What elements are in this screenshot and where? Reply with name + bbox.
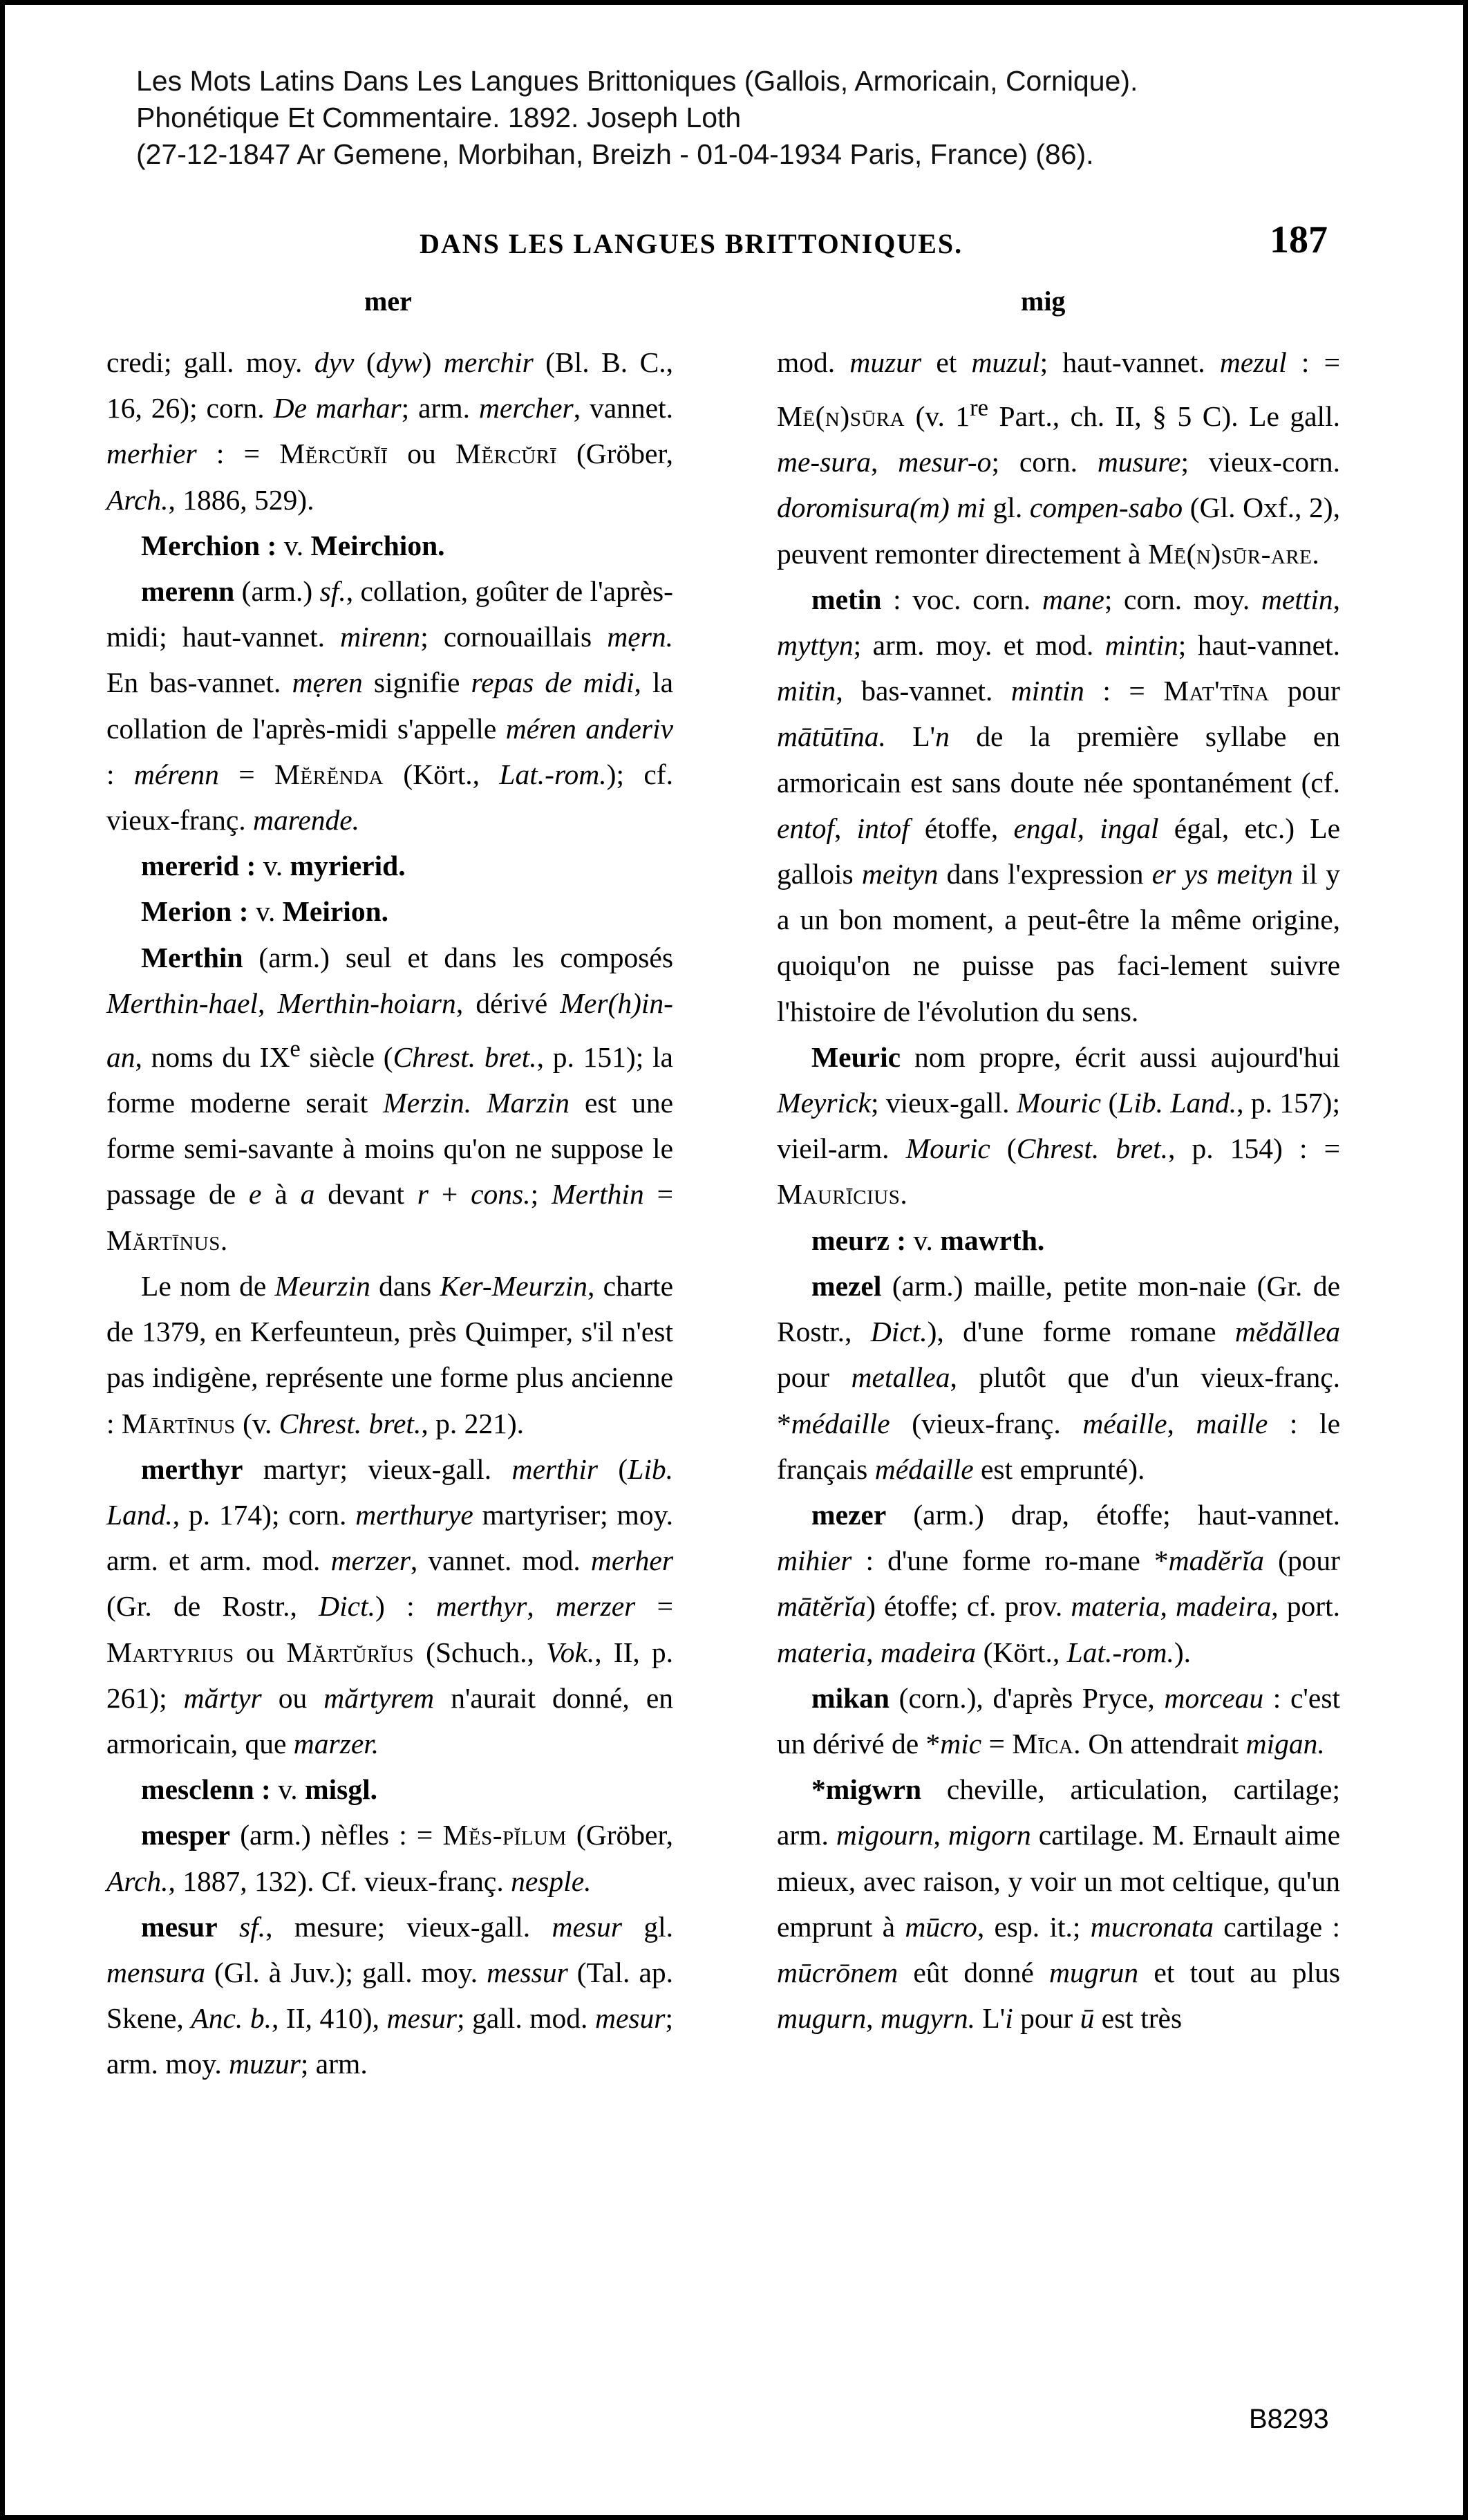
dictionary-entry: mererid : v. myrierid. xyxy=(141,850,406,882)
entry-continuation: mod. muzur et muzul; haut-vannet. mezul : = Mē(n)sūra (v. 1re Part., ch. II, § 5 C). Le gall. me-sura, mesur-o; corn. musure; vieux-corn. doromisura(m) mi gl. compen-sabo (Gl. Oxf., 2), peuvent remonter directement à Mē(n)sūr-are. xyxy=(777,346,1341,570)
document-code: B8293 xyxy=(1249,2404,1329,2434)
dictionary-entry: Merthin (arm.) seul et dans les composés Merthin-hael, Merthin-hoiarn, dérivé Mer(h)in-an, noms du IXe siècle (Chrest. bret., p. 151); la forme moderne serait Merzin. Marzin est une forme semi-savante à moins qu'on ne suppose le passage de e à a devant r + cons.; Merthin = Mărtīnus. xyxy=(106,941,674,1256)
caption-line: Phonétique Et Commentaire. 1892. Joseph Loth xyxy=(136,102,742,133)
entry-continuation: credi; gall. moy. dyv (dyw) merchir (Bl. B. C., 16, 26); corn. De marhar; arm. mercher, vannet. merhier : = Mĕrcŭrĭī ou Mĕrcŭrī (Gröber, Arch., 1886, 529). xyxy=(106,346,674,516)
right-column xyxy=(777,339,1340,2041)
caption-line: (27-12-1847 Ar Gemene, Morbihan, Breizh - 01-04-1934 Paris, France) (86). xyxy=(136,138,1094,170)
scanned-page xyxy=(5,5,1463,2515)
dictionary-entry: mesclenn : v. misgl. xyxy=(141,1773,377,1806)
dictionary-entry: Le nom de Meurzin dans Ker-Meurzin, charte de 1379, en Kerfeunteun, près Quimper, s'il n'est pas indigène, représente une forme plus ancienne : Mārtīnus (v. Chrest. bret., p. 221). xyxy=(106,1269,673,1439)
dictionary-entry: mesper (arm.) nèfles : = Mĕs-pĭlum (Gröber, Arch., 1887, 132). Cf. vieux-franç. nesple. xyxy=(106,1819,673,1897)
book-caption xyxy=(136,63,1380,173)
page-number: 187 xyxy=(1270,218,1328,261)
dictionary-entry: Merchion : v. Meirchion. xyxy=(141,529,445,561)
left-column-key: mer xyxy=(364,286,412,317)
running-head: DANS LES LANGUES BRITTONIQUES. xyxy=(420,228,963,259)
dictionary-entry: *migwrn cheville, articulation, cartilage; arm. migourn, migorn cartilage. M. Ernault aime mieux, avec raison, y voir un mot celtique, qu'un emprunt à mūcro, esp. it.; mucronata cartilage : mūcrōnem eût donné mugrun et tout au plus mugurn, mugyrn. L'i pour ū est très xyxy=(777,1773,1340,2035)
dictionary-entry: mezel (arm.) maille, petite mon-naie (Gr. de Rostr., Dict.), d'une forme romane mĕdăllea pour metallea, plutôt que d'un vieux-franç. *médaille (vieux-franç. méaille, maille : le français médaille est emprunté). xyxy=(777,1269,1341,1485)
dictionary-entry: mikan (corn.), d'après Pryce, morceau : c'est un dérivé de *mic = Mīca. On attendrait migan. xyxy=(777,1681,1341,1760)
caption-line: Les Mots Latins Dans Les Langues Brittoniques (Gallois, Armoricain, Cornique). xyxy=(136,65,1138,97)
dictionary-entry: metin : voc. corn. mane; corn. moy. mettin, myttyn; arm. moy. et mod. mintin; haut-vannet. mitin, bas-vannet. mintin : = Mat'tīna pour mātūtīna. L'n de la première syllabe en armoricain est sans doute née spontanément (cf. entof, intof étoffe, engal, ingal égal, etc.) Le gallois meityn dans l'expression er ys meityn il y a un bon moment, a peut-être la même origine, quoiqu'on ne puisse pas faci-lement suivre l'histoire de l'évolution du sens. xyxy=(777,583,1341,1027)
dictionary-entry: meurz : v. mawrth. xyxy=(811,1224,1045,1256)
right-column-key: mig xyxy=(1021,286,1066,317)
dictionary-entry: Meuric nom propre, écrit aussi aujourd'hui Meyrick; vieux-gall. Mouric (Lib. Land., p. 157); vieil-arm. Mouric (Chrest. bret., p. 154) : = Maurīcius. xyxy=(777,1040,1340,1211)
dictionary-entry: merenn (arm.) sf., collation, goûter de l'après-midi; haut-vannet. mirenn; cornouaillais mẹrn. En bas-vannet. mẹren signifie repas de midi, la collation de l'après-midi s'appelle méren anderiv : mérenn = Mĕrĕnda (Kört., Lat.-rom.); cf. vieux-franç. marende. xyxy=(106,575,674,837)
dictionary-entry: mezer (arm.) drap, étoffe; haut-vannet. mihier : d'une forme ro-mane *madĕrĭa (pour mātĕrĭa) étoffe; cf. prov. materia, madeira, port. materia, madeira (Kört., Lat.-rom.). xyxy=(777,1498,1340,1668)
left-column xyxy=(106,339,673,2087)
dictionary-entry: merthyr martyr; vieux-gall. merthir (Lib. Land., p. 174); corn. merthurye martyriser; moy. arm. et arm. mod. merzer, vannet. mod. merher (Gr. de Rostr., Dict.) : merthyr, merzer = Martyrius ou Mărtŭrĭus (Schuch., Vok., II, p. 261); mărtyr ou mărtyrem n'aurait donné, en armoricain, que marzer. xyxy=(106,1453,674,1760)
dictionary-entry: mesur sf., mesure; vieux-gall. mesur gl. mensura (Gl. à Juv.); gall. moy. messur (Tal. ap. Skene, Anc. b., II, 410), mesur; gall. mod. mesur; arm. moy. muzur; arm. xyxy=(106,1910,674,2080)
dictionary-entry: Merion : v. Meirion. xyxy=(141,895,389,928)
